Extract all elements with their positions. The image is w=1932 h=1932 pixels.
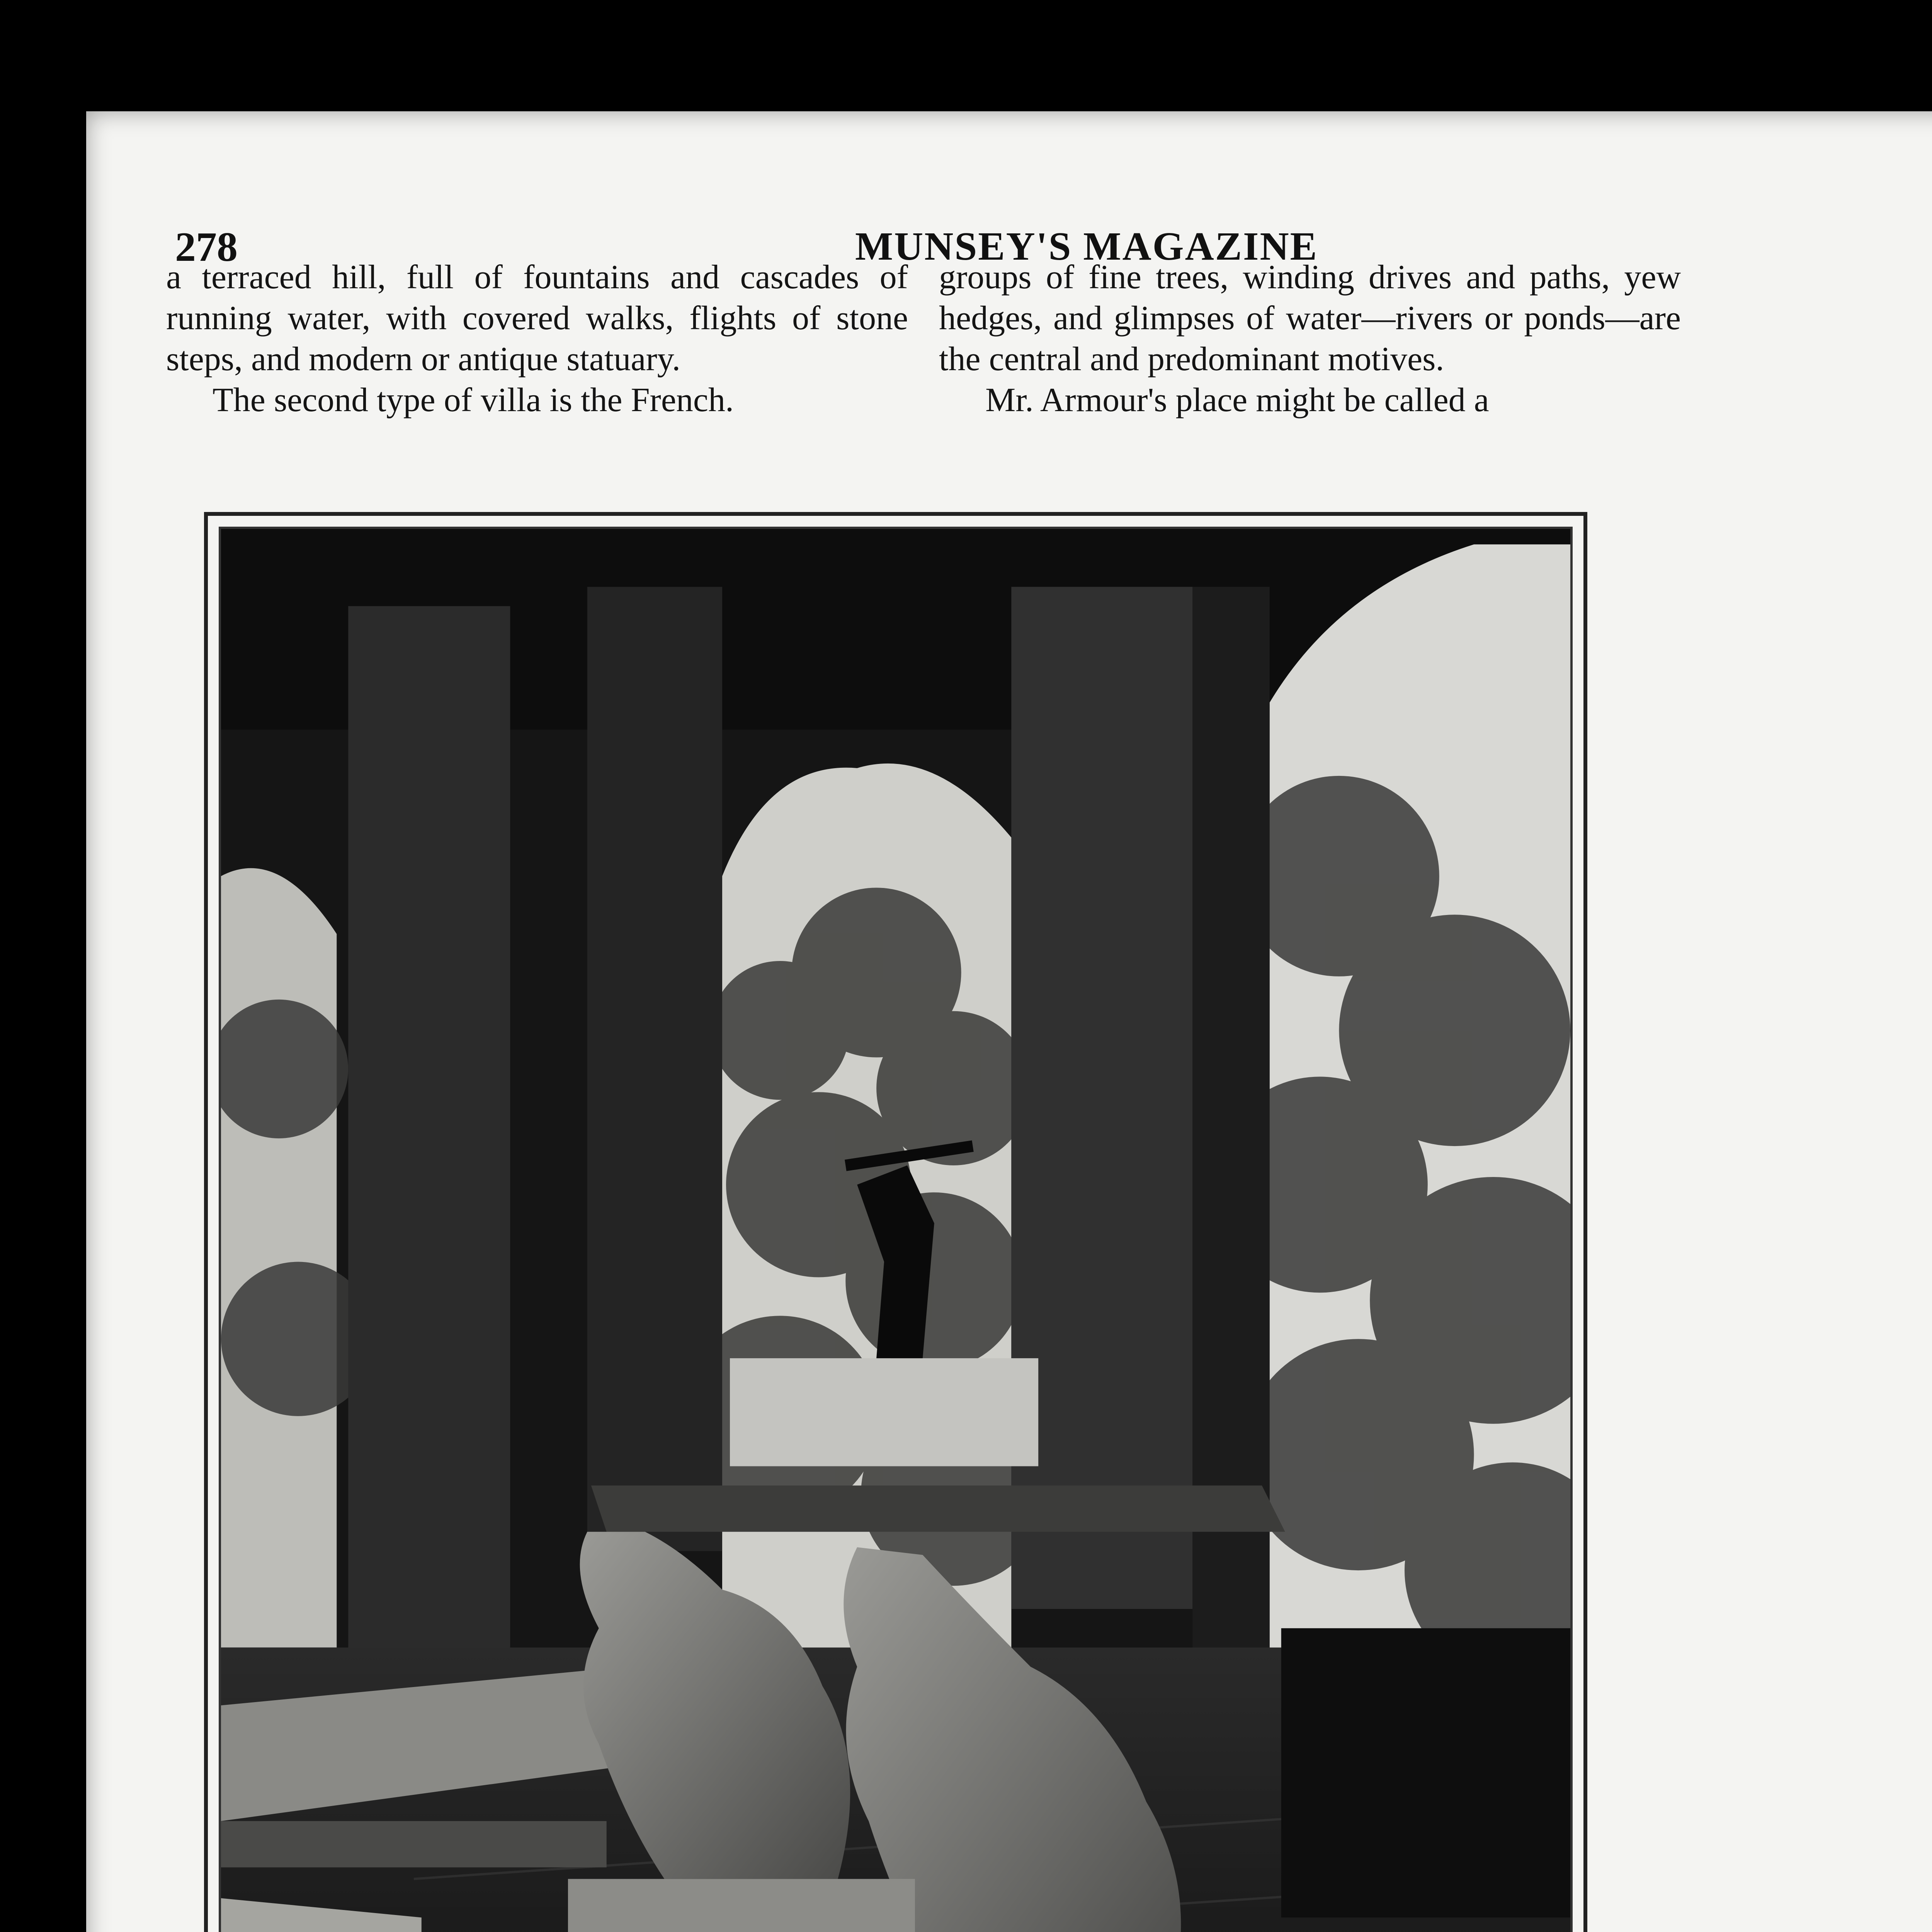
page-number: 278 — [175, 224, 238, 270]
paragraph: The second type of villa is the French. — [213, 381, 734, 419]
illustration-frame — [204, 512, 1587, 1932]
top-left-column — [166, 257, 908, 421]
paragraph: a terraced hill, full of fountains and cascades of running water, with covered walks, flights of stone steps, and modern or antique statuary. — [166, 259, 908, 378]
running-title: MUNSEY'S MAGAZINE — [855, 224, 1318, 269]
casino-photograph — [219, 527, 1573, 1932]
paragraph: Mr. Armour's place might be called a — [985, 381, 1489, 419]
top-right-column — [939, 257, 1681, 421]
paragraph: groups of fine trees, winding drives and paths, yew hedges, and glimpses of water—rivers or ponds—are the central and predominant motives. — [939, 259, 1681, 378]
photograph-image — [221, 529, 1570, 1932]
